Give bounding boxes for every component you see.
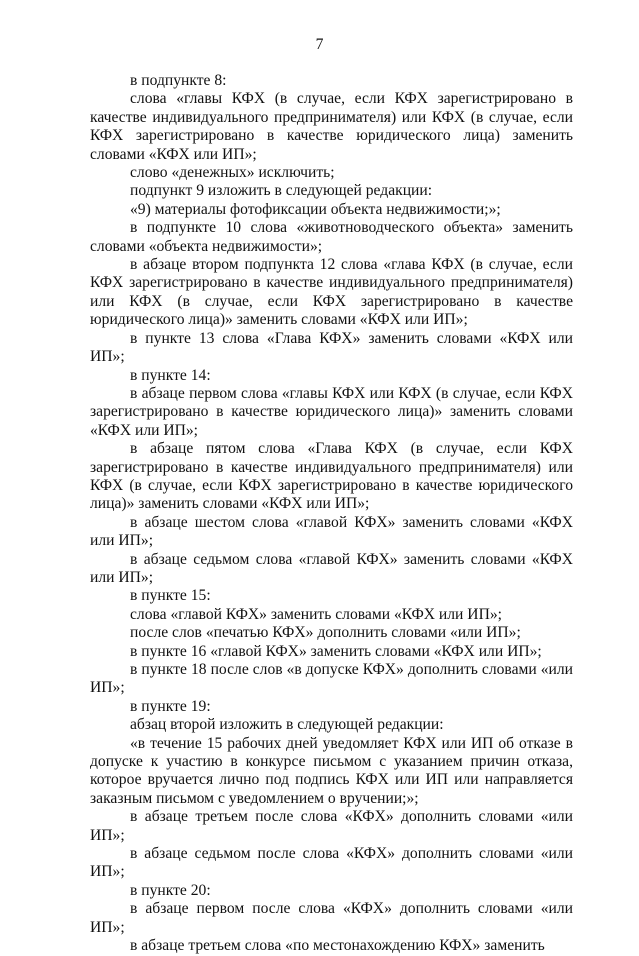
paragraph: в пункте 15: xyxy=(130,587,211,605)
page-number: 7 xyxy=(315,36,324,53)
paragraph: в пункте 20: xyxy=(130,881,211,899)
paragraph: в абзаце третьем после слова «КФХ» дополнить словами «или ИП»; xyxy=(90,808,573,844)
document-body xyxy=(90,72,573,956)
paragraph: в пункте 16 «главой КФХ» заменить словами «КФХ или ИП»; xyxy=(130,642,542,660)
paragraph: в пункте 14: xyxy=(130,366,211,384)
paragraph: в абзаце шестом слова «главой КФХ» заменить словами «КФХ или ИП»; xyxy=(90,513,573,550)
paragraph: после слов «печатью КФХ» дополнить словами «или ИП»; xyxy=(130,624,521,642)
paragraph: «9) материалы фотофиксации объекта недвижимости;»; xyxy=(130,200,501,218)
paragraph: в пункте 18 после слов «в допуске КФХ» дополнить словами «или ИП»; xyxy=(90,661,573,697)
paragraph: подпункт 9 изложить в следующей редакции: xyxy=(130,182,433,200)
paragraph: в абзаце пятом слова «Глава КФХ (в случае, если КФХ зарегистрировано в качестве индивидуального предпринимателя) или КФХ (в случае, если КФХ зарегистрировано в качестве юридического лица)» заменить словами «КФХ или ИП»; xyxy=(90,440,573,513)
paragraph: слова «главой КФХ» заменить словами «КФХ или ИП»; xyxy=(130,605,502,623)
paragraph: «в течение 15 рабочих дней уведомляет КФХ или ИП об отказе в допуске к участию в конкурсе письмом с указанием причин отказа, которое вручается лично под подпись КФХ или ИП или направляется заказным письмом с уведомлением о вручении;»; xyxy=(90,734,573,807)
paragraph: в абзаце седьмом слова «главой КФХ» заменить словами «КФХ или ИП»; xyxy=(90,550,573,586)
paragraph: абзац второй изложить в следующей редакции: xyxy=(130,716,444,734)
paragraph: в пункте 13 слова «Глава КФХ» заменить словами «КФХ или ИП»; xyxy=(90,329,573,366)
paragraph: в подпункте 8: xyxy=(130,72,227,89)
paragraph: в подпункте 10 слова «животноводческого объекта» заменить словами «объекта недвижимости»; xyxy=(90,219,573,255)
paragraph: в абзаце третьем слова «по местонахождению КФХ» заменить xyxy=(130,937,545,955)
paragraph: в абзаце седьмом после слова «КФХ» дополнить словами «или ИП»; xyxy=(90,845,573,881)
paragraph: в пункте 19: xyxy=(130,697,211,715)
paragraph: в абзаце первом после слова «КФХ» дополнить словами «или ИП»; xyxy=(90,900,573,936)
paragraph: слова «главы КФХ (в случае, если КФХ зарегистрировано в качестве индивидуального предпринимателя) или КФХ (в случае, если КФХ зарегистрировано в качестве юридического лица) заменить словами «КФХ или ИП»; xyxy=(90,90,573,163)
paragraph: слово «денежных» исключить; xyxy=(130,164,335,182)
paragraph: в абзаце втором подпункта 12 слова «глава КФХ (в случае, если КФХ зарегистрировано в качестве индивидуального предпринимателя) или КФХ (в случае, если КФХ зарегистрировано в качестве юридического лица)» заменить словами «КФХ или ИП»; xyxy=(90,256,573,329)
paragraph: в абзаце первом слова «главы КФХ или КФХ (в случае, если КФХ зарегистрировано в качестве юридического лица)» заменить словами «КФХ или ИП»; xyxy=(90,384,573,439)
